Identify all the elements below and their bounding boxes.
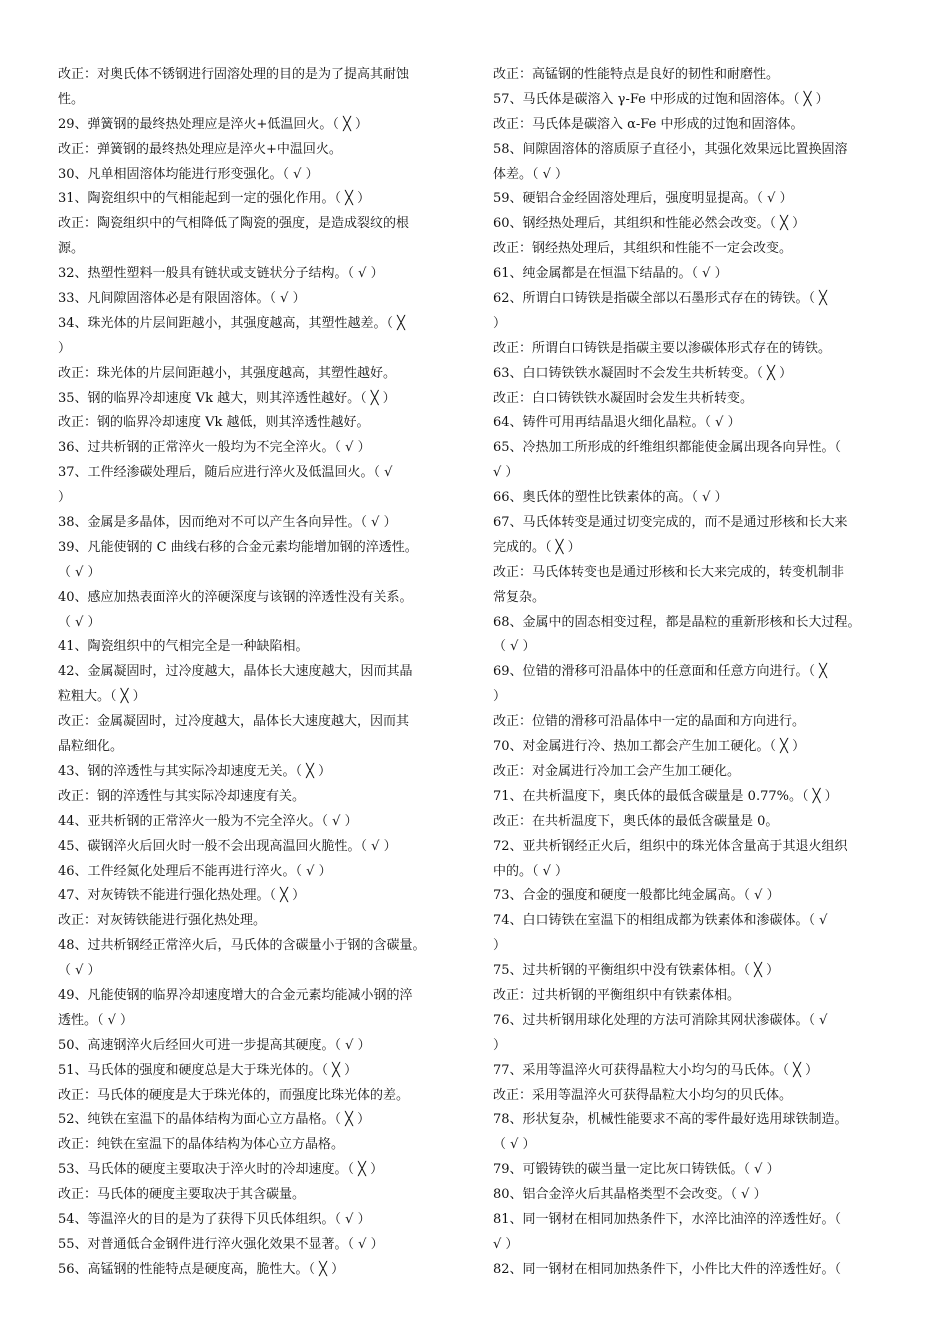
text-line: 76、过共析钢用球化处理的方法可消除其网状渗碳体。（ √ — [493, 1012, 828, 1028]
text-line: 体差。（ √ ） — [493, 166, 569, 182]
text-line: 40、感应加热表面淬火的淬硬深度与该钢的淬透性没有关系。 — [58, 589, 413, 605]
text-line: 71、在共析温度下，奥氏体的最低含碳量是 0.77%。（ ╳ ） — [493, 788, 838, 804]
text-line: （ √ ） — [58, 963, 101, 979]
text-line: 73、合金的强度和硬度一般都比纯金属高。（ √ ） — [493, 888, 780, 904]
text-line: 81、同一钢材在相同加热条件下，水淬比油淬的淬透性好。（ — [493, 1211, 842, 1227]
text-line: 改正：钢经热处理后，其组织和性能不一定会改变。 — [493, 241, 793, 257]
text-line: ） — [493, 1037, 507, 1053]
text-line: 源。 — [58, 241, 85, 257]
text-line: 57、马氏体是碳溶入 γ-Fe 中形成的过饱和固溶体。（ ╳ ） — [493, 91, 829, 107]
text-line: 48、过共析钢经正常淬火后，马氏体的含碳量小于钢的含碳量。 — [58, 938, 426, 954]
text-line: 72、亚共析钢经正火后，组织中的珠光体含量高于其退火组织 — [493, 838, 848, 854]
text-line: ） — [493, 315, 507, 331]
text-line: 49、凡能使钢的临界冷却速度增大的合金元素均能减小钢的淬 — [58, 987, 413, 1003]
text-line: 59、硬铝合金经固溶处理后，强度明显提高。（ √ ） — [493, 191, 793, 207]
text-line: 改正：位错的滑移可沿晶体中一定的晶面和方向进行。 — [493, 714, 806, 730]
text-line: 改正：珠光体的片层间距越小，其强度越高，其塑性越好。 — [58, 365, 397, 381]
text-line: 47、对灰铸铁不能进行强化热处理。（ ╳ ） — [58, 888, 306, 904]
text-line: 75、过共析钢的平衡组织中没有铁素体相。（ ╳ ） — [493, 963, 780, 979]
text-line: 42、金属凝固时，过冷度越大，晶体长大速度越大，因而其晶 — [58, 664, 413, 680]
text-line: 61、纯金属都是在恒温下结晶的。（ √ ） — [493, 266, 728, 282]
text-line: 74、白口铸铁在室温下的相组成都为铁素体和渗碳体。（ √ — [493, 913, 828, 929]
text-line: 改正：采用等温淬火可获得晶粒大小均匀的贝氏体。 — [493, 1087, 793, 1103]
text-line: 改正：在共析温度下，奥氏体的最低含碳量是 0。 — [493, 813, 779, 829]
text-line: 性。 — [58, 91, 85, 107]
text-line: 改正：陶瓷组织中的气相降低了陶瓷的强度，是造成裂纹的根 — [58, 216, 410, 232]
text-line: 63、白口铸铁铁水凝固时不会发生共析转变。（ ╳ ） — [493, 365, 793, 381]
right-column — [493, 63, 905, 1283]
text-line: √ ） — [493, 1236, 519, 1252]
text-line: 80、铝合金淬火后其晶格类型不会改变。（ √ ） — [493, 1187, 767, 1203]
text-line: 54、等温淬火的目的是为了获得下贝氏体组织。（ √ ） — [58, 1211, 371, 1227]
text-line: 51、马氏体的强度和硬度总是大于珠光体的。（ ╳ ） — [58, 1062, 358, 1078]
text-line: 改正：对金属进行冷加工会产生加工硬化。 — [493, 763, 741, 779]
text-line: 37、工件经渗碳处理后，随后应进行淬火及低温回火。（ √ — [58, 465, 393, 481]
text-line: 41、陶瓷组织中的气相完全是一种缺陷相。 — [58, 639, 309, 655]
text-line: 35、钢的临界冷却速度 Vk 越大，则其淬透性越好。（ ╳ ） — [58, 390, 396, 406]
text-line: ） — [58, 490, 72, 506]
text-line: 53、马氏体的硬度主要取决于淬火时的冷却速度。（ ╳ ） — [58, 1162, 384, 1178]
text-line: 31、陶瓷组织中的气相能起到一定的强化作用。（ ╳ ） — [58, 191, 371, 207]
text-line: 30、凡单相固溶体均能进行形变强化。（ √ ） — [58, 166, 319, 182]
text-line: 56、高锰钢的性能特点是硬度高，脆性大。（ ╳ ） — [58, 1261, 345, 1277]
text-line: 55、对普通低合金钢件进行淬火强化效果不显著。（ √ ） — [58, 1236, 384, 1252]
text-line: 44、亚共析钢的正常淬火一般为不完全淬火。（ √ ） — [58, 813, 358, 829]
text-line: 70、对金属进行冷、热加工都会产生加工硬化。（ ╳ ） — [493, 739, 806, 755]
text-line: 66、奥氏体的塑性比铁素体的高。（ √ ） — [493, 490, 728, 506]
text-line: 29、弹簧钢的最终热处理应是淬火+低温回火。（ ╳ ） — [58, 116, 369, 132]
text-line: 52、纯铁在室温下的晶体结构为面心立方晶格。（ ╳ ） — [58, 1112, 371, 1128]
text-line: 改正：过共析钢的平衡组织中有铁素体相。 — [493, 987, 741, 1003]
text-line: 38、金属是多晶体，因而绝对不可以产生各向异性。（ √ ） — [58, 515, 397, 531]
text-line: 中的。（ √ ） — [493, 863, 569, 879]
text-line: ） — [493, 938, 507, 954]
text-line: 34、珠光体的片层间距越小，其强度越高，其塑性越差。（ ╳ — [58, 315, 406, 331]
text-line: 改正：金属凝固时，过冷度越大，晶体长大速度越大，因而其 — [58, 714, 410, 730]
text-line: 改正：钢的临界冷却速度 Vk 越低，则其淬透性越好。 — [58, 415, 370, 431]
text-line: 78、形状复杂，机械性能要求不高的零件最好选用球铁制造。 — [493, 1112, 848, 1128]
text-line: 改正：高锰钢的性能特点是良好的韧性和耐磨性。 — [493, 67, 780, 82]
text-line: 82、同一钢材在相同加热条件下，小件比大件的淬透性好。（ — [493, 1261, 842, 1277]
text-line: 粒粗大。（ ╳ ） — [58, 689, 146, 705]
text-line: 46、工件经氮化处理后不能再进行淬火。（ √ ） — [58, 863, 332, 879]
text-line: 68、金属中的固态相变过程，都是晶粒的重新形核和长大过程。 — [493, 614, 861, 630]
text-line: 改正：马氏体转变也是通过形核和长大来完成的，转变机制非 — [493, 564, 845, 580]
text-line: 改正：马氏体的硬度是大于珠光体的，而强度比珠光体的差。 — [58, 1087, 410, 1103]
text-line: 常复杂。 — [493, 589, 546, 605]
text-line: 32、热塑性塑料一般具有链状或支链状分子结构。（ √ ） — [58, 266, 384, 282]
text-line: 69、位错的滑移可沿晶体中的任意面和任意方向进行。（ ╳ — [493, 664, 828, 680]
text-line: 43、钢的淬透性与其实际冷却速度无关。（ ╳ ） — [58, 763, 332, 779]
text-line: 改正：马氏体的硬度主要取决于其含碳量。 — [58, 1187, 306, 1203]
text-line: 晶粒细化。 — [58, 739, 124, 755]
text-line: 改正：纯铁在室温下的晶体结构为体心立方晶格。 — [58, 1137, 345, 1153]
text-line: 77、采用等温淬火可获得晶粒大小均匀的马氏体。（ ╳ ） — [493, 1062, 819, 1078]
text-line: 50、高速钢淬火后经回火可进一步提高其硬度。（ √ ） — [58, 1037, 371, 1053]
text-line: 改正：马氏体是碳溶入 α-Fe 中形成的过饱和固溶体。 — [493, 116, 804, 132]
text-line: 改正：对奥氏体不锈钢进行固溶处理的目的是为了提高其耐蚀 — [58, 67, 410, 82]
text-line: 改正：弹簧钢的最终热处理应是淬火+中温回火。 — [58, 141, 342, 157]
text-line: 改正：白口铸铁铁水凝固时会发生共析转变。 — [493, 390, 754, 406]
text-line: 64、铸件可用再结晶退火细化晶粒。（ √ ） — [493, 415, 741, 431]
text-line: 39、凡能使钢的 C 曲线右移的合金元素均能增加钢的淬透性。 — [58, 539, 418, 555]
text-line: 透性。（ √ ） — [58, 1012, 134, 1028]
text-line: （ √ ） — [58, 564, 101, 580]
text-line: 改正：钢的淬透性与其实际冷却速度有关。 — [58, 788, 306, 804]
text-line: √ ） — [493, 465, 519, 481]
text-line: 62、所谓白口铸铁是指碳全部以石墨形式存在的铸铁。（ ╳ — [493, 291, 828, 307]
text-line: 完成的。（ ╳ ） — [493, 539, 581, 555]
text-line: 33、凡间隙固溶体必是有限固溶体。（ √ ） — [58, 291, 306, 307]
text-line: （ √ ） — [493, 639, 536, 655]
text-line: 79、可锻铸铁的碳当量一定比灰口铸铁低。（ √ ） — [493, 1162, 780, 1178]
text-line: 65、冷热加工所形成的纤维组织都能使金属出现各向异性。（ — [493, 440, 842, 456]
text-line: 36、过共析钢的正常淬火一般均为不完全淬火。（ √ ） — [58, 440, 371, 456]
left-column — [58, 63, 470, 1283]
text-line: （ √ ） — [493, 1137, 536, 1153]
text-line: 45、碳钢淬火后回火时一般不会出现高温回火脆性。（ √ ） — [58, 838, 397, 854]
text-line: 58、间隙固溶体的溶质原子直径小，其强化效果远比置换固溶 — [493, 141, 848, 157]
text-line: 改正：对灰铸铁能进行强化热处理。 — [58, 913, 267, 929]
text-line: ） — [58, 340, 72, 356]
text-line: 60、钢经热处理后，其组织和性能必然会改变。（ ╳ ） — [493, 216, 806, 232]
text-line: 改正：所谓白口铸铁是指碳主要以渗碳体形式存在的铸铁。 — [493, 340, 832, 356]
text-line: ） — [493, 689, 507, 705]
text-line: （ √ ） — [58, 614, 101, 630]
text-line: 67、马氏体转变是通过切变完成的，而不是通过形核和长大来 — [493, 515, 848, 531]
